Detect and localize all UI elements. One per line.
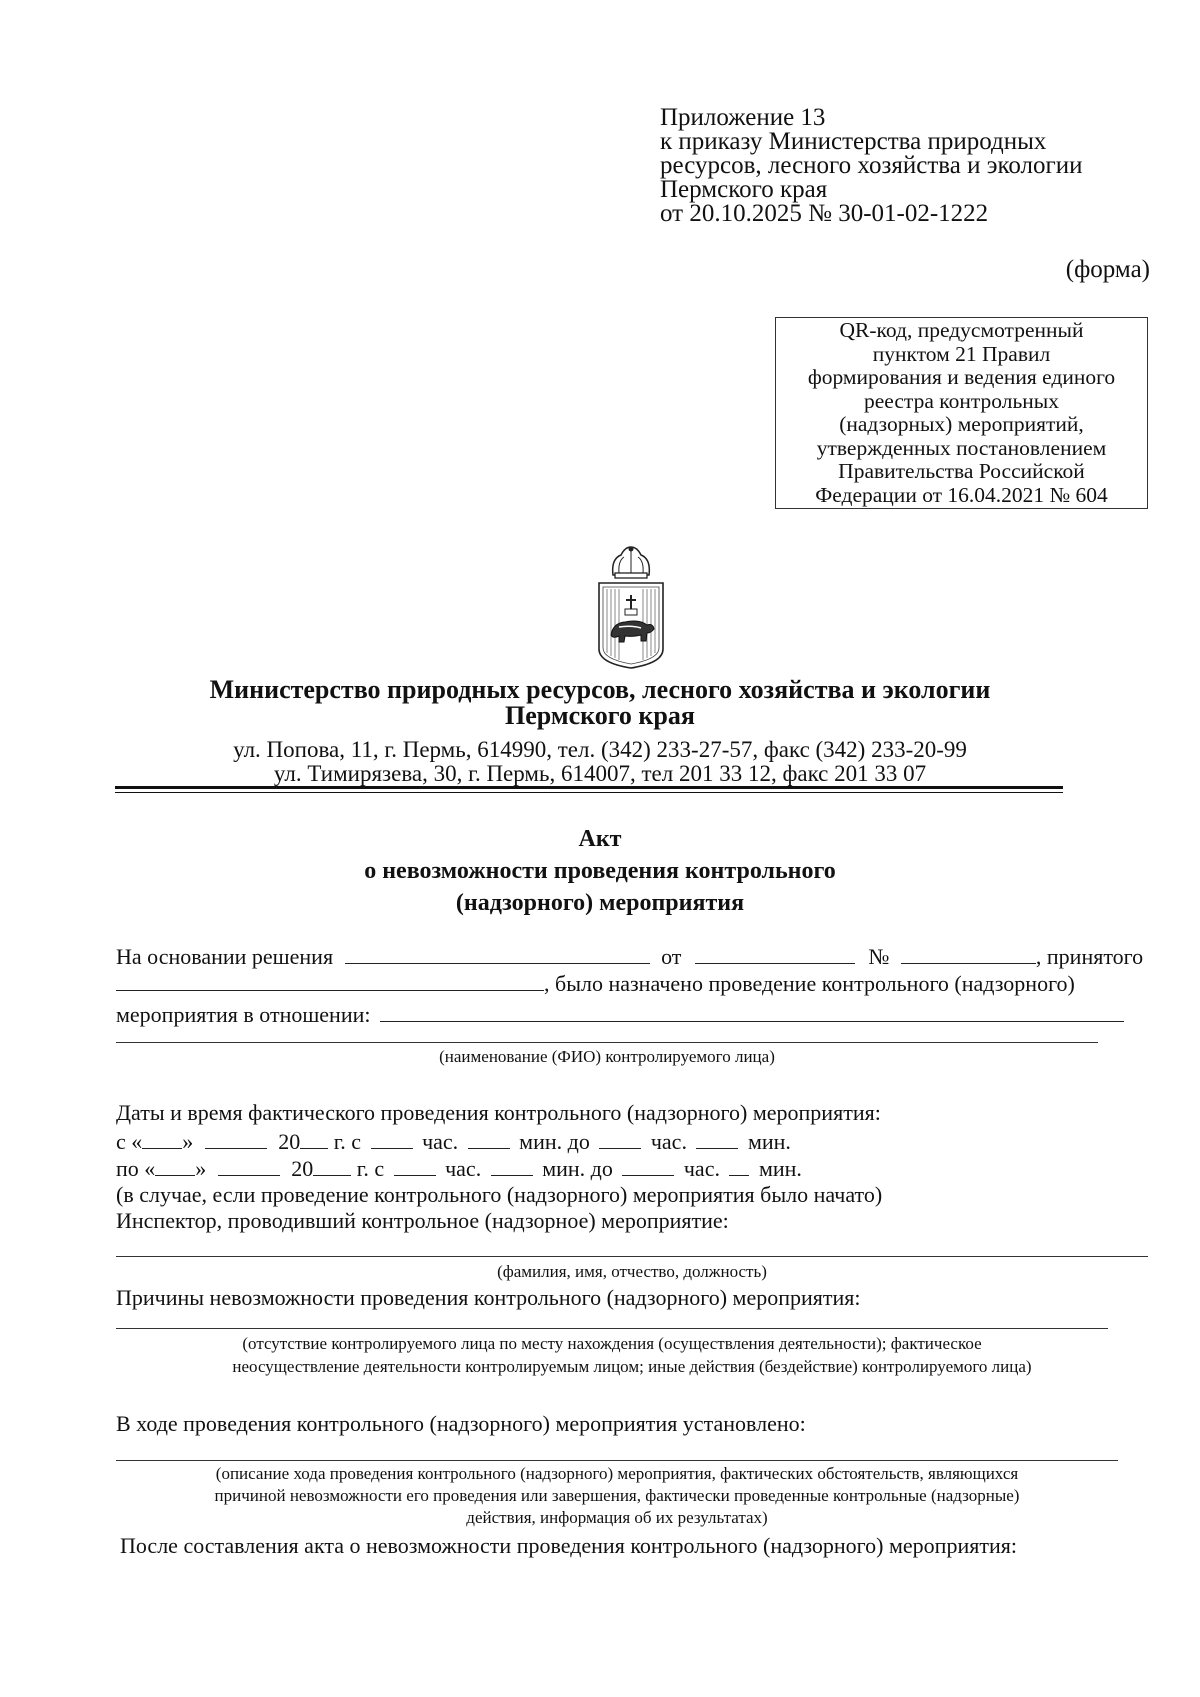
min-label: мин. bbox=[758, 1156, 802, 1181]
end-min-to-field[interactable] bbox=[729, 1155, 749, 1176]
assigned-label: , было назначено проведение контрольного (надзорного) bbox=[544, 971, 1075, 996]
min-to-label: мин. до bbox=[519, 1129, 590, 1154]
header-divider bbox=[115, 786, 1063, 789]
decision-field[interactable] bbox=[345, 943, 650, 964]
end-month-field[interactable] bbox=[218, 1155, 280, 1176]
qr-code-placeholder bbox=[775, 317, 1148, 509]
dates-heading: Даты и время фактического проведения контрольного (надзорного) мероприятия: bbox=[116, 1100, 881, 1125]
start-hour-from-field[interactable] bbox=[371, 1128, 413, 1149]
qr-note-line: Правительства Российской bbox=[838, 459, 1085, 483]
appendix-line: к приказу Министерства природных bbox=[660, 128, 1047, 155]
start-month-field[interactable] bbox=[205, 1128, 267, 1149]
appendix-line: Пермского края bbox=[660, 176, 828, 203]
end-day-field[interactable] bbox=[155, 1155, 195, 1176]
decision-number-field[interactable] bbox=[901, 943, 1036, 964]
inspector-field[interactable] bbox=[116, 1256, 1148, 1257]
appendix-line: Приложение 13 bbox=[660, 104, 826, 131]
qr-note-line: QR-код, предусмотренный bbox=[839, 318, 1084, 342]
qr-note-line: (надзорных) мероприятий, bbox=[839, 412, 1084, 436]
start-min-from-field[interactable] bbox=[468, 1128, 510, 1149]
document-title bbox=[100, 823, 1100, 919]
caption-entity: (наименование (ФИО) контролируемого лица) bbox=[439, 1047, 775, 1066]
year-prefix: 20 bbox=[291, 1156, 314, 1181]
end-hour-to-field[interactable] bbox=[622, 1155, 674, 1176]
basis-line bbox=[116, 943, 1146, 970]
reasons-field[interactable] bbox=[116, 1328, 1108, 1329]
if-started-note: (в случае, если проведение контрольного (надзорного) мероприятия было начато) bbox=[116, 1182, 883, 1207]
from-prefix: с « bbox=[116, 1129, 143, 1154]
after-act-label: После составления акта о невозможности проведения контрольного (надзорного) мероприятия: bbox=[120, 1533, 1017, 1558]
qr-note-line: пунктом 21 Правил bbox=[872, 341, 1051, 366]
start-min-to-field[interactable] bbox=[696, 1128, 738, 1149]
from-label: от bbox=[661, 944, 682, 969]
g-s-label: г. с bbox=[333, 1129, 362, 1154]
hours-label: час. bbox=[683, 1156, 720, 1181]
decision-date-field[interactable] bbox=[695, 943, 855, 964]
quote-close: » bbox=[195, 1156, 207, 1181]
caption-desc-line2: причиной невозможности его проведения или завершения, фактически проведенные контрольные (надзорные) bbox=[214, 1486, 1020, 1505]
caption-inspector: (фамилия, имя, отчество, должность) bbox=[497, 1262, 767, 1281]
ministry-address bbox=[100, 738, 1100, 786]
quote-close: » bbox=[182, 1129, 194, 1154]
appendix-header bbox=[660, 106, 1082, 226]
established-field[interactable] bbox=[116, 1460, 1118, 1461]
caption-reasons-line1: (отсутствие контролируемого лица по месту нахождения (осуществления деятельности); фактическое bbox=[242, 1334, 982, 1353]
header-divider-thin bbox=[115, 792, 1063, 793]
title-line1: Акт bbox=[578, 826, 622, 852]
reasons-label: Причины невозможности проведения контрольного (надзорного) мероприятия: bbox=[116, 1285, 861, 1310]
caption-desc-line1: (описание хода проведения контрольного (надзорного) мероприятия, фактических обстоятельств, являющихся bbox=[215, 1464, 1019, 1483]
caption-reasons-line2: неосуществление деятельности контролируемым лицом; иные действия (бездействие) контролируемого лица) bbox=[232, 1357, 1032, 1376]
hours-label: час. bbox=[422, 1129, 459, 1154]
number-label: № bbox=[868, 944, 890, 969]
end-year-field[interactable] bbox=[313, 1155, 351, 1176]
start-year-field[interactable] bbox=[300, 1128, 328, 1149]
end-date-line bbox=[116, 1155, 1146, 1182]
basis-label: На основании решения bbox=[116, 944, 334, 969]
g-s-label: г. с bbox=[356, 1156, 385, 1181]
regarding-label: мероприятия в отношении: bbox=[116, 1002, 371, 1027]
min-label: мин. bbox=[747, 1129, 791, 1154]
authority-field[interactable] bbox=[116, 970, 544, 991]
qr-note-line: Федерации от 16.04.2021 № 604 bbox=[815, 482, 1108, 507]
perm-krai-coat-of-arms-icon bbox=[591, 545, 671, 670]
year-prefix: 20 bbox=[278, 1129, 301, 1154]
start-day-field[interactable] bbox=[142, 1128, 182, 1149]
start-date-line bbox=[116, 1128, 1146, 1155]
ministry-name bbox=[100, 677, 1100, 729]
title-line3: (надзорного) мероприятия bbox=[455, 890, 745, 916]
title-line2: о невозможности проведения контрольного bbox=[364, 858, 836, 884]
adopted-label: , принятого bbox=[1035, 944, 1144, 969]
end-hour-from-field[interactable] bbox=[394, 1155, 436, 1176]
start-hour-to-field[interactable] bbox=[599, 1128, 641, 1149]
caption-desc-line3: действия, информация об их результатах) bbox=[466, 1508, 768, 1527]
assigned-line bbox=[116, 970, 1146, 997]
qr-note-line: формирования и ведения единого bbox=[807, 365, 1116, 389]
appendix-line: ресурсов, лесного хозяйства и экологии bbox=[660, 152, 1083, 179]
end-min-from-field[interactable] bbox=[491, 1155, 533, 1176]
address-line2: ул. Тимирязева, 30, г. Пермь, 614007, тел 201 33 12, факс 201 33 07 bbox=[273, 761, 927, 786]
ministry-name-line1: Министерство природных ресурсов, лесного хозяйства и экологии bbox=[209, 675, 991, 704]
entity-underline bbox=[116, 1042, 1098, 1043]
qr-note-line: реестра контрольных bbox=[864, 388, 1059, 413]
appendix-line: от 20.10.2025 № 30-01-02-1222 bbox=[660, 200, 989, 227]
min-to-label: мин. до bbox=[542, 1156, 613, 1181]
to-prefix: по « bbox=[116, 1156, 156, 1181]
established-label: В ходе проведения контрольного (надзорного) мероприятия установлено: bbox=[116, 1411, 806, 1436]
inspector-label: Инспектор, проводивший контрольное (надзорное) мероприятие: bbox=[116, 1208, 729, 1233]
controlled-entity-field[interactable] bbox=[380, 1001, 1124, 1022]
ministry-name-line2: Пермского края bbox=[505, 701, 695, 730]
hours-label: час. bbox=[650, 1129, 687, 1154]
qr-note-line: утвержденных постановлением bbox=[816, 435, 1107, 460]
regarding-line bbox=[116, 1001, 1146, 1028]
hours-label: час. bbox=[445, 1156, 482, 1181]
form-label: (форма) bbox=[1065, 256, 1150, 283]
address-line1: ул. Попова, 11, г. Пермь, 614990, тел. (342) 233-27-57, факс (342) 233-20-99 bbox=[233, 737, 967, 762]
